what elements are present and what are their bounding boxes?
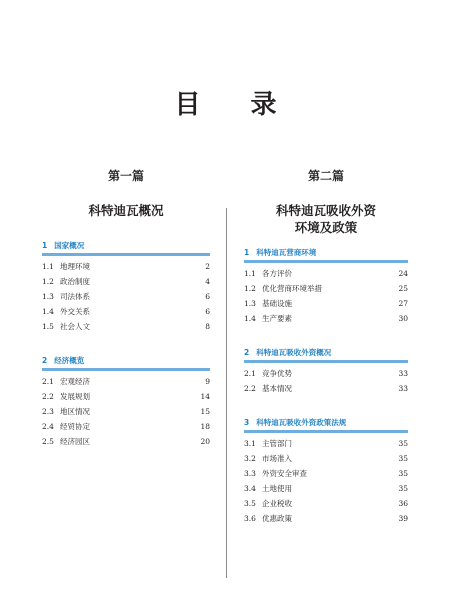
entry-number: 1.3 — [244, 299, 256, 308]
column-divider — [226, 208, 227, 578]
toc-section — [42, 240, 210, 334]
entry-page: 15 — [200, 407, 210, 416]
entry-page: 25 — [398, 284, 408, 293]
section-title: 国家概况 — [54, 241, 85, 250]
toc-entry[interactable] — [244, 311, 408, 326]
entry-text: 外资安全审查 — [262, 469, 307, 478]
entry-number: 1.4 — [244, 314, 256, 323]
entry-number: 2.1 — [42, 377, 54, 386]
section-number: 2 — [244, 348, 250, 357]
entry-text: 生产要素 — [262, 314, 292, 323]
entry-page: 4 — [205, 277, 210, 286]
entry-text: 各方评价 — [262, 269, 292, 278]
entry-page: 20 — [200, 437, 210, 446]
section-rule — [244, 260, 408, 263]
toc-section — [42, 355, 210, 449]
entry-page: 8 — [205, 322, 210, 331]
toc-section — [244, 347, 408, 396]
entry-number: 1.1 — [244, 269, 256, 278]
entry-page: 6 — [205, 307, 210, 316]
entry-page: 18 — [200, 422, 210, 431]
entry-page: 33 — [398, 369, 408, 378]
entry-text: 优化营商环境举措 — [262, 284, 322, 293]
section-heading — [42, 240, 210, 252]
entry-page: 35 — [398, 454, 408, 463]
entry-text: 社会人文 — [60, 322, 90, 331]
entry-number: 2.2 — [42, 392, 54, 401]
entry-page: 14 — [200, 392, 210, 401]
toc-entry[interactable] — [42, 259, 210, 274]
entry-number: 1.4 — [42, 307, 54, 316]
part-title-line: 科特迪瓦吸收外资 — [275, 203, 376, 218]
part-label: 第二篇 — [307, 169, 344, 183]
toc-entry[interactable] — [42, 404, 210, 419]
section-rule — [42, 368, 210, 371]
toc-entry[interactable] — [244, 511, 408, 526]
entry-text: 地理环境 — [60, 262, 90, 271]
entry-number: 2.2 — [244, 384, 256, 393]
section-rule — [244, 360, 408, 363]
section-rule — [244, 430, 408, 433]
entry-page: 35 — [398, 484, 408, 493]
entry-text: 地区情况 — [60, 407, 90, 416]
entry-number: 3.3 — [244, 469, 256, 478]
toc-entry[interactable] — [244, 481, 408, 496]
toc-entry[interactable] — [244, 296, 408, 311]
entry-text: 市场准入 — [262, 454, 292, 463]
entry-number: 2.3 — [42, 407, 54, 416]
toc-entry[interactable] — [244, 381, 408, 396]
entry-text: 发展规划 — [60, 392, 90, 401]
entry-text: 土地使用 — [262, 484, 292, 493]
entry-page: 9 — [205, 377, 210, 386]
toc-entry[interactable] — [244, 281, 408, 296]
entry-page: 6 — [205, 292, 210, 301]
toc-section — [244, 247, 408, 326]
toc-entry[interactable] — [42, 304, 210, 319]
section-heading — [244, 247, 408, 259]
entry-text: 政治制度 — [60, 277, 90, 286]
entry-text: 主管部门 — [262, 439, 292, 448]
entry-number: 3.2 — [244, 454, 256, 463]
entry-number: 3.4 — [244, 484, 256, 493]
toc-entry[interactable] — [42, 374, 210, 389]
entry-number: 2.1 — [244, 369, 256, 378]
section-number: 2 — [42, 356, 48, 365]
part-title — [244, 202, 408, 236]
entry-page: 35 — [398, 439, 408, 448]
section-number: 3 — [244, 418, 250, 427]
entry-number: 2.5 — [42, 437, 54, 446]
section-rule — [42, 253, 210, 256]
entry-text: 司法体系 — [60, 292, 90, 301]
toc-entry[interactable] — [244, 436, 408, 451]
toc-entry[interactable] — [244, 366, 408, 381]
entry-number: 1.2 — [42, 277, 54, 286]
toc-entry[interactable] — [42, 389, 210, 404]
section-heading — [244, 417, 408, 429]
entry-text: 企业税收 — [262, 499, 292, 508]
section-title: 科特迪瓦吸收外资政策法规 — [256, 418, 347, 427]
toc-entry[interactable] — [244, 466, 408, 481]
part-title — [42, 202, 210, 219]
page-title: 目录 — [174, 90, 327, 120]
entry-page: 35 — [398, 469, 408, 478]
section-title: 科特迪瓦营商环境 — [256, 248, 317, 257]
part-title-line: 科特迪瓦概况 — [88, 203, 164, 218]
entry-text: 基础设施 — [262, 299, 292, 308]
entry-text: 外交关系 — [60, 307, 90, 316]
entry-number: 1.2 — [244, 284, 256, 293]
section-heading — [42, 355, 210, 367]
toc-entry[interactable] — [42, 419, 210, 434]
entry-number: 1.1 — [42, 262, 54, 271]
entry-number: 3.1 — [244, 439, 256, 448]
toc-section — [244, 417, 408, 526]
entry-page: 39 — [398, 514, 408, 523]
section-title: 科特迪瓦吸收外资概况 — [256, 348, 332, 357]
entry-text: 优惠政策 — [262, 514, 292, 523]
entry-number: 2.4 — [42, 422, 54, 431]
entry-page: 27 — [398, 299, 408, 308]
entry-page: 33 — [398, 384, 408, 393]
entry-text: 经济园区 — [60, 437, 90, 446]
toc-entry[interactable] — [42, 434, 210, 449]
part-label: 第一篇 — [107, 169, 144, 183]
entry-page: 2 — [205, 262, 210, 271]
entry-number: 1.5 — [42, 322, 54, 331]
part-title-line: 环境及政策 — [294, 220, 358, 235]
toc-entry[interactable] — [42, 289, 210, 304]
section-heading — [244, 347, 408, 359]
section-number: 1 — [244, 248, 250, 257]
section-title: 经济概览 — [54, 356, 85, 365]
toc-entry[interactable] — [42, 274, 210, 289]
entry-page: 30 — [398, 314, 408, 323]
toc-entry[interactable] — [42, 319, 210, 334]
entry-text: 竞争优势 — [262, 369, 292, 378]
entry-number: 3.5 — [244, 499, 256, 508]
part-one-column — [42, 168, 210, 470]
entry-number: 3.6 — [244, 514, 256, 523]
entry-number: 1.3 — [42, 292, 54, 301]
entry-page: 24 — [398, 269, 408, 278]
section-number: 1 — [42, 241, 48, 250]
part-two-column — [244, 168, 408, 547]
entry-text: 基本情况 — [262, 384, 292, 393]
entry-text: 宏观经济 — [60, 377, 90, 386]
entry-page: 36 — [398, 499, 408, 508]
entry-text: 经贸协定 — [60, 422, 90, 431]
toc-entry[interactable] — [244, 496, 408, 511]
toc-entry[interactable] — [244, 451, 408, 466]
toc-entry[interactable] — [244, 266, 408, 281]
